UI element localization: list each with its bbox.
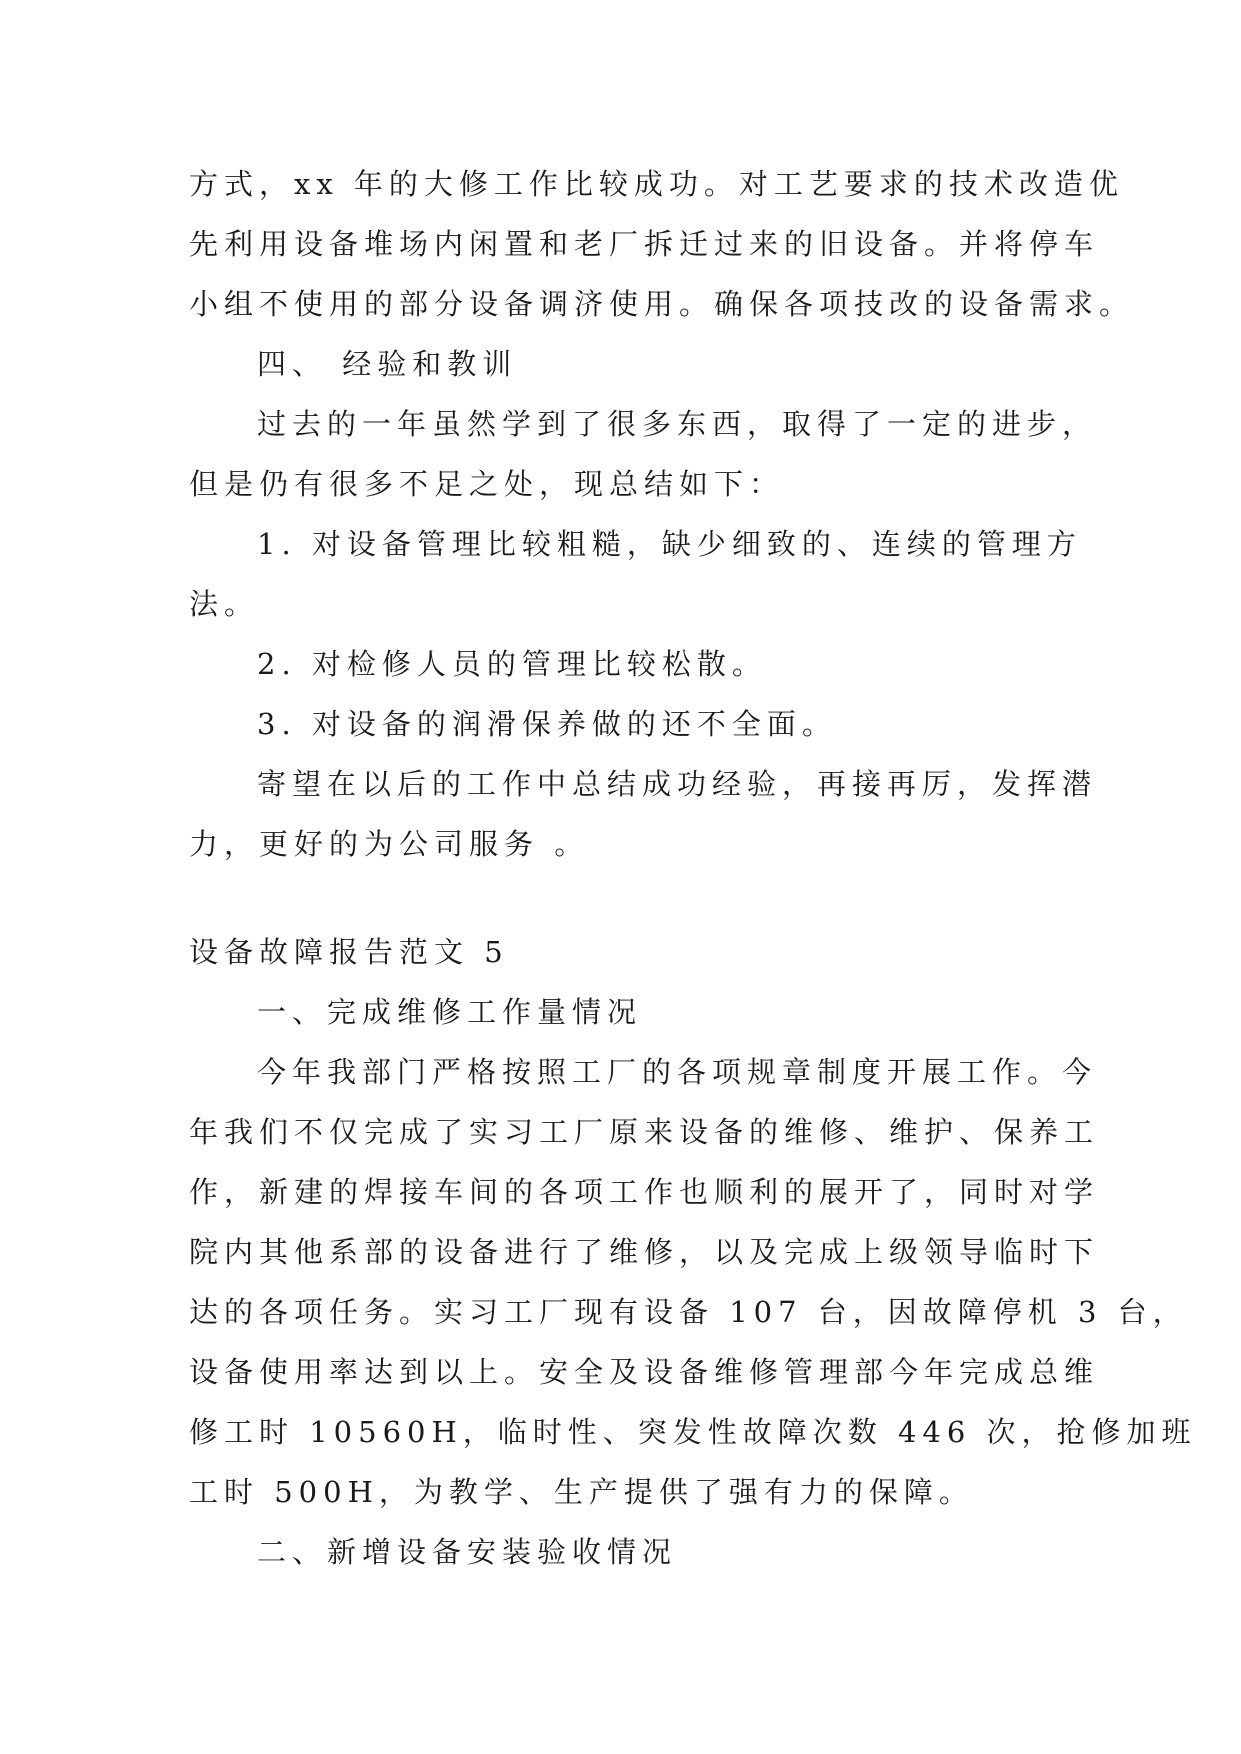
paragraph-line: 小组不使用的部分设备调济使用。确保各项技改的设备需求。 (189, 287, 1135, 321)
list-item-continuation: 法。 (189, 587, 260, 621)
paragraph-line: 力，更好的为公司服务 。 (189, 827, 590, 861)
list-item: 2. 对检修人员的管理比较松散。 (257, 647, 767, 681)
paragraph-line: 达的各项任务。实习工厂现有设备 107 台，因故障停机 3 台， (189, 1295, 1188, 1329)
paragraph-line: 今年我部门严格按照工厂的各项规章制度开展工作。今 (257, 1055, 1098, 1089)
paragraph-line: 工时 500H，为教学、生产提供了强有力的保障。 (189, 1475, 974, 1509)
paragraph-line: 寄望在以后的工作中总结成功经验，再接再厉，发挥潜 (257, 767, 1098, 801)
list-item: 1. 对设备管理比较粗糙，缺少细致的、连续的管理方 (257, 527, 1082, 561)
paragraph-line: 先利用设备堆场内闲置和老厂拆迁过来的旧设备。并将停车 (189, 227, 1100, 261)
paragraph-line: 方式，xx 年的大修工作比较成功。对工艺要求的技术改造优 (189, 167, 1124, 201)
section-heading: 二、新增设备安装验收情况 (257, 1535, 678, 1569)
section-heading: 一、完成维修工作量情况 (257, 995, 643, 1029)
paragraph-line: 但是仍有很多不足之处，现总结如下： (189, 467, 785, 501)
list-item: 3. 对设备的润滑保养做的还不全面。 (257, 707, 837, 741)
paragraph-line: 设备使用率达到以上。安全及设备维修管理部今年完成总维 (189, 1355, 1100, 1389)
paragraph-line: 院内其他系部的设备进行了维修，以及完成上级领导临时下 (189, 1235, 1100, 1269)
document-title: 设备故障报告范文 5 (189, 935, 509, 969)
section-heading: 四、 经验和教训 (257, 347, 518, 381)
paragraph-line: 修工时 10560H，临时性、突发性故障次数 446 次，抢修加班 (189, 1415, 1197, 1449)
paragraph-line: 过去的一年虽然学到了很多东西，取得了一定的进步， (257, 407, 1098, 441)
paragraph-line: 年我们不仅完成了实习工厂原来设备的维修、维护、保养工 (189, 1115, 1100, 1149)
paragraph-line: 作，新建的焊接车间的各项工作也顺利的展开了，同时对学 (189, 1175, 1100, 1209)
